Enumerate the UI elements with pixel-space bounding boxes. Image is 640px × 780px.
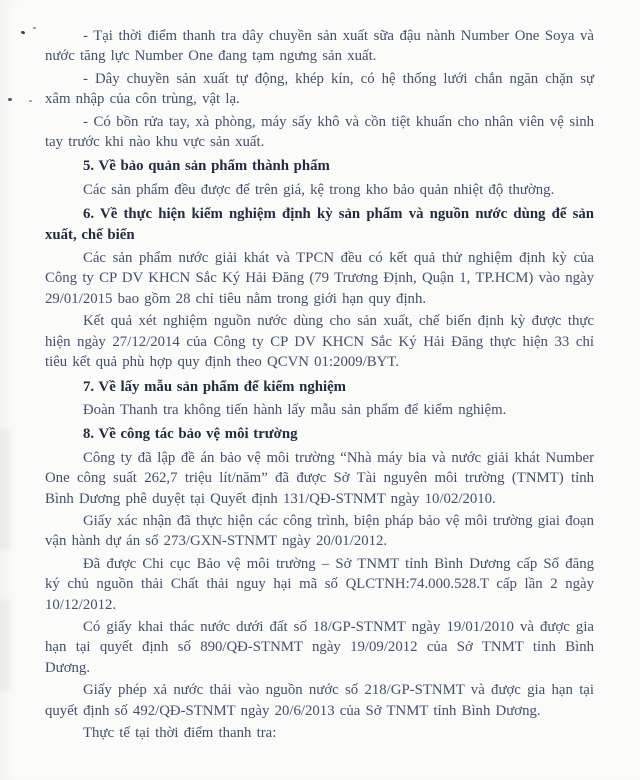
paragraph: Kết quả xét nghiệm nguồn nước dùng cho sản xuất, chế biến định kỳ được thực hiện ngày 27/12/2014 của Công ty CP DV KHCN Sắc Ký Hải Đăng thực hiện 33 chỉ tiêu kết quả phù hợp quy định theo QCVN 01:2009/BYT. [45, 313, 594, 371]
scan-speck [29, 100, 32, 102]
paragraph: Công ty đã lập đề án bảo vệ môi trường “Nhà máy bia và nước giải khát Number One công suất 262,7 triệu lít/năm” đã được Sở Tài nguyên môi trường (TNMT) tỉnh Bình Dương phê duyệt tại Quyết định 131/QĐ-STNMT ngày 10/02/2010. [45, 449, 594, 507]
document-body [45, 26, 594, 743]
bullet-item: - Có bồn rửa tay, xà phòng, máy sấy khô và cồn tiệt khuẩn cho nhân viên vệ sinh tay trước khi nào khu vực sản xuất. [45, 113, 594, 151]
scan-speck [21, 30, 26, 34]
scan-smudge [0, 430, 10, 550]
scan-speck [33, 27, 36, 29]
paragraph: Các sản phẩm đều được để trên giá, kệ trong kho bảo quản nhiệt độ thường. [83, 181, 555, 198]
paragraph: Đoàn Thanh tra không tiến hành lấy mẫu sản phẩm để kiểm nghiệm. [83, 401, 507, 418]
bullet-item: - Dây chuyền sản xuất tự động, khép kín, có hệ thống lưới chắn ngăn chặn sự xâm nhập của côn trùng, vật lạ. [45, 70, 594, 108]
paragraph: Các sản phẩm nước giải khát và TPCN đều có kết quả thử nghiệm định kỳ của Công ty CP DV KHCN Sắc Ký Hải Đăng (79 Trương Định, Quận 1, TP.HCM) vào ngày 29/01/2015 bao gồm 28 chỉ tiêu nằm trong giới hạn quy định. [45, 250, 594, 307]
paragraph: Có giấy khai thác nước dưới đất số 18/GP-STNMT ngày 19/01/2010 và được gia hạn tại quyết định số 890/QĐ-STNMT ngày 19/09/2012 của Sở TNMT tỉnh Bình Dương. [45, 618, 594, 676]
bullet-item: - Tại thời điểm thanh tra dây chuyền sản xuất sữa đậu nành Number One Soya và nước tăng lực Number One đang tạm ngưng sản xuất. [45, 28, 594, 65]
scan-speck [8, 98, 12, 101]
section-heading: 7. Về lấy mẫu sản phẩm để kiểm nghiệm [83, 378, 347, 395]
paragraph: Thực tế tại thời điểm thanh tra: [83, 725, 277, 741]
scan-smudge [0, 600, 10, 690]
paragraph: Đã được Chi cục Bảo vệ môi trường – Sở TNMT tỉnh Bình Dương cấp Sổ đăng ký chủ nguồn thải Chất thải nguy hại mã số QLCTNH:74.000.528.T cấp lần 2 ngày 10/12/2012. [45, 555, 594, 613]
paragraph: Giấy xác nhận đã thực hiện các công trình, biện pháp bảo vệ môi trường giai đoạn vận hành dự án số 273/GXN-STNMT ngày 20/01/2012. [45, 512, 594, 550]
section-heading: 8. Về công tác bảo vệ môi trường [83, 426, 298, 443]
section-heading: 5. Về bảo quản sản phẩm thành phẩm [83, 158, 330, 175]
paragraph: Giấy phép xả nước thải vào nguồn nước số 218/GP-STNMT và được gia hạn tại quyết định số 492/QĐ-STNMT ngày 20/6/2013 của Sở TNMT tỉnh Bình Dương. [45, 682, 594, 719]
section-heading: 6. Về thực hiện kiểm nghiệm định kỳ sản phẩm và nguồn nước dùng để sản xuất, chế biến [45, 206, 594, 243]
